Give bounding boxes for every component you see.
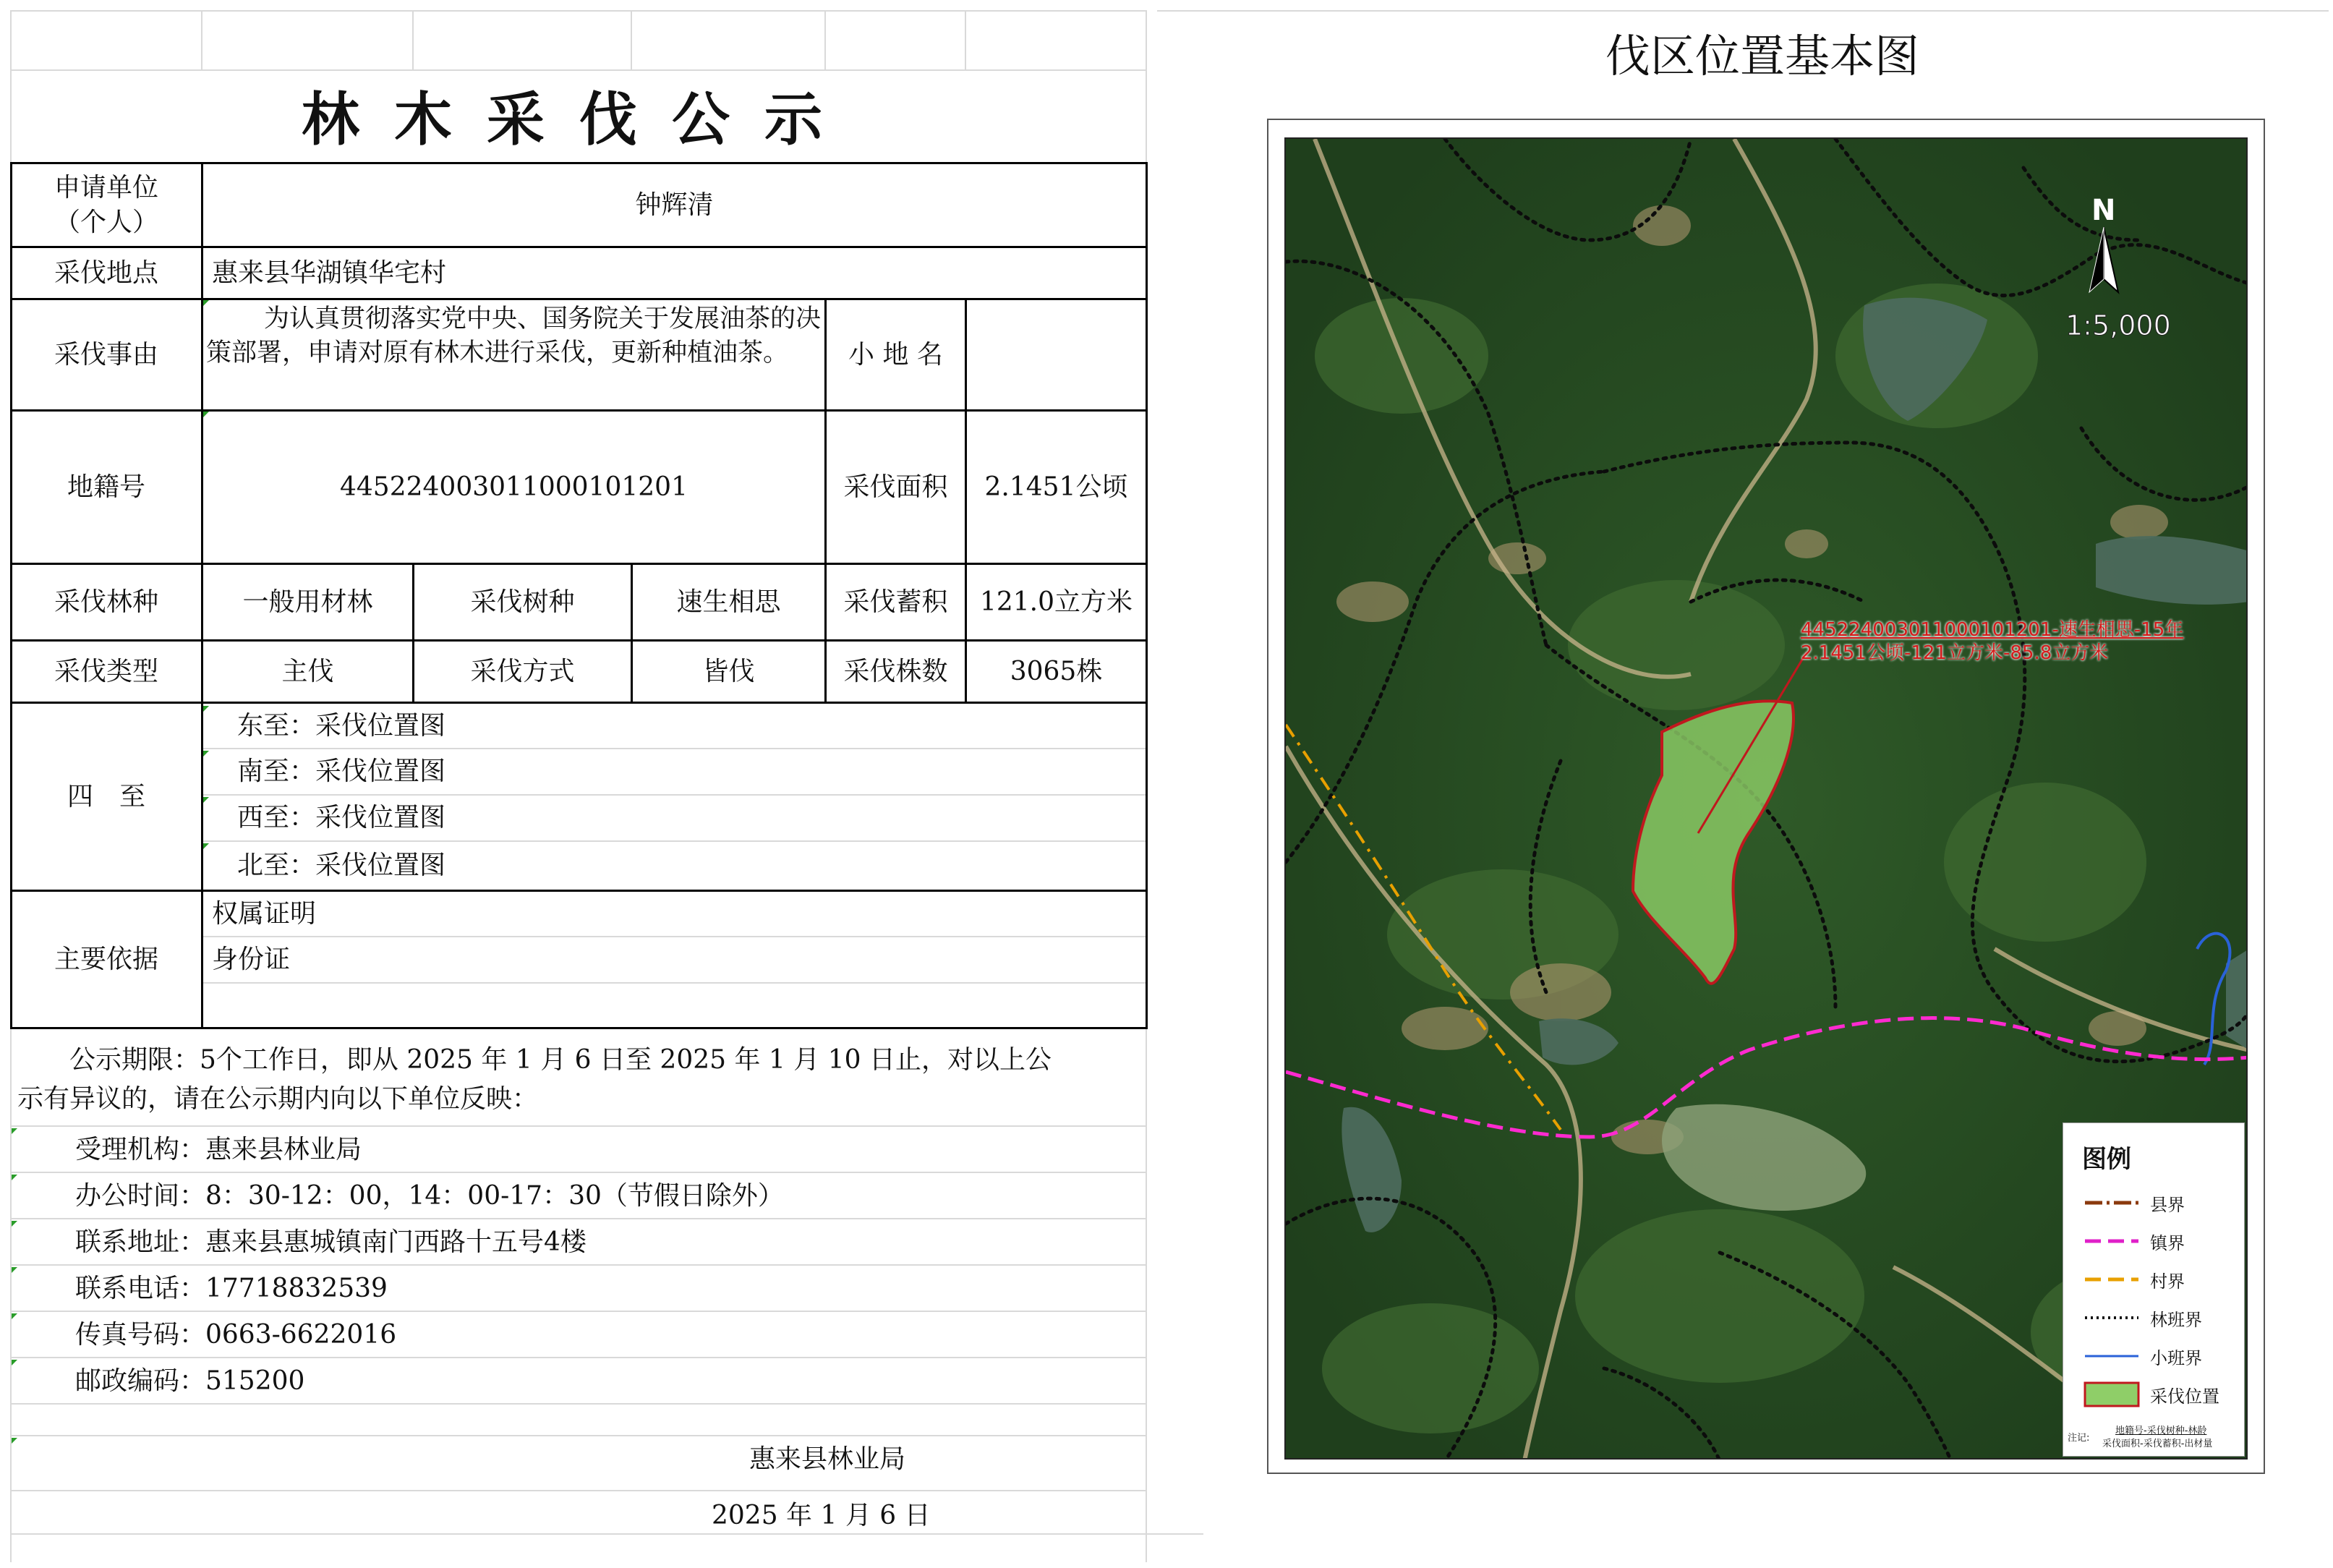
- contact-postcode: 邮政编码：515200: [75, 1366, 305, 1396]
- harvest-label-line-1: 445224003011000101201-速生相思-15年: [1801, 619, 2184, 641]
- village-line-icon: [2082, 1265, 2141, 1294]
- volume-label: 采伐蓄积: [843, 587, 948, 617]
- bounds-label: 四 至: [67, 781, 145, 811]
- legend-item-compartment: 林班界: [2082, 1303, 2241, 1332]
- cut-type-label: 采伐类型: [54, 656, 158, 686]
- harvest-label-line-2: 2.1451公顷-121立方米-85.8立方米: [1801, 642, 2109, 664]
- basis-item: 权属证明: [212, 898, 317, 929]
- legend-title: 图例: [2082, 1145, 2131, 1174]
- legend-item-subcompartment: 小班界: [2082, 1342, 2241, 1371]
- legend-item-county: 县界: [2082, 1188, 2241, 1217]
- small-place-value: [967, 300, 1146, 409]
- period-line-2: 示有异议的，请在公示期内向以下单位反映：: [17, 1084, 539, 1114]
- cut-method-value: 皆伐: [702, 656, 755, 686]
- bound-south: 南至：采伐位置图: [237, 757, 446, 786]
- map-title: 伐区位置基本图: [1605, 30, 1920, 82]
- legend-item-harvest: 采伐位置: [2082, 1380, 2241, 1409]
- tree-species-label: 采伐树种: [470, 587, 575, 617]
- scale-label: 1:5,000: [2065, 310, 2171, 341]
- notice-title: 林木采伐公示: [302, 85, 857, 153]
- cadastral-label: 地籍号: [67, 472, 145, 502]
- area-value: 2.1451公顷: [984, 472, 1128, 502]
- location-label: 采伐地点: [54, 257, 158, 288]
- tree-count-label: 采伐株数: [843, 656, 948, 686]
- applicant-value: 钟辉清: [635, 189, 714, 220]
- bound-west: 西至：采伐位置图: [237, 803, 446, 832]
- period-line-1: 公示期限：5个工作日，即从 2025 年 1 月 6 日至 2025 年 1 月 10 日止，对以上公: [17, 1045, 1052, 1075]
- subcompartment-line-icon: [2082, 1342, 2141, 1371]
- issue-date: 2025 年 1 月 6 日: [712, 1501, 931, 1530]
- harvest-area-icon: [2082, 1380, 2141, 1409]
- legend-item-town: 镇界: [2082, 1227, 2241, 1256]
- note-line-2: 采伐面积-采伐蓄积-出材量: [2102, 1439, 2213, 1449]
- legend-item-village: 村界: [2082, 1265, 2241, 1294]
- applicant-label: 申请单位 （个人）: [54, 172, 158, 237]
- issuer: 惠来县林业局: [749, 1444, 906, 1474]
- cut-method-label: 采伐方式: [470, 656, 575, 686]
- contact-office: 受理机构：惠来县林业局: [75, 1135, 362, 1164]
- volume-value: 121.0立方米: [979, 587, 1133, 617]
- basis-item: 身份证: [212, 945, 291, 974]
- map-legend: [2063, 1122, 2245, 1457]
- forest-type-value: 一般用材林: [242, 587, 373, 617]
- contact-address: 联系地址：惠来县惠城镇南门西路十五号4楼: [75, 1227, 587, 1257]
- reason-label: 采伐事由: [54, 339, 158, 370]
- forest-type-label: 采伐林种: [54, 587, 158, 617]
- north-label: N: [2091, 194, 2116, 227]
- contact-phone: 联系电话：17718832539: [75, 1274, 388, 1303]
- location-value: 惠来县华湖镇华宅村: [212, 257, 447, 288]
- county-line-icon: [2082, 1188, 2141, 1217]
- cut-type-value: 主伐: [281, 656, 334, 686]
- small-place-label: 小 地 名: [848, 339, 943, 370]
- contact-hours: 办公时间：8：30-12：00，14：00-17：30（节假日除外）: [75, 1181, 784, 1211]
- contact-fax: 传真号码：0663-6622016: [75, 1320, 397, 1350]
- tree-count-value: 3065株: [1010, 656, 1103, 686]
- basis-label: 主要依据: [54, 944, 158, 974]
- reason-value: 为认真贯彻落实党中央、国务院关于发展油茶的决策部署，申请对原有林木进行采伐，更新种植油茶。: [206, 304, 822, 367]
- area-label: 采伐面积: [843, 472, 948, 502]
- note-line-1: 地籍号-采伐树种-林龄: [2115, 1426, 2207, 1436]
- cadastral-value: 445224003011000101201: [340, 472, 688, 502]
- bound-east: 东至：采伐位置图: [237, 711, 446, 741]
- town-line-icon: [2082, 1227, 2141, 1256]
- bound-north: 北至：采伐位置图: [237, 851, 446, 880]
- compartment-line-icon: [2082, 1303, 2141, 1332]
- tree-species-value: 速生相思: [676, 587, 781, 617]
- note-label: 注记:: [2068, 1433, 2090, 1444]
